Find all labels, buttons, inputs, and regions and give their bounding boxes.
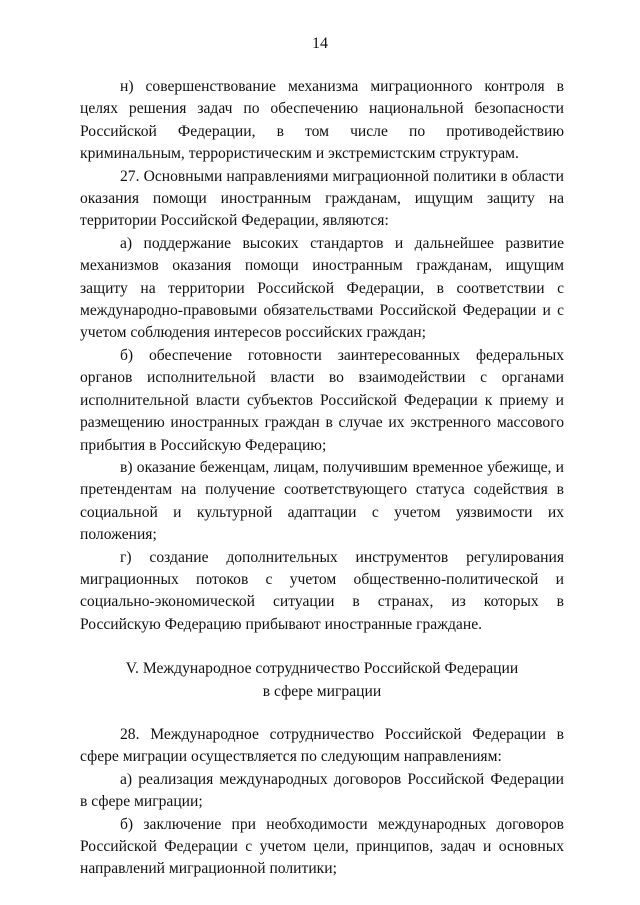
paragraph-28-item-a: а) реализация международных договоров Российской Федерации в сфере миграции; <box>80 770 564 811</box>
paragraph-item-n: н) совершенствование механизма миграционного контроля в целях решения задач по обеспечению национальной безопасности Российской Федерации, в том числе по противодействию криминальным, террористическим и экстремистским структурам. <box>80 78 564 163</box>
paragraph-item-v: в) оказание беженцам, лицам, получившим временное убежище, и претендентам на получение соответствующего статуса содействия в социальной и культурной адаптации с учетом уязвимости их положения; <box>80 458 564 544</box>
paragraph-27: 27. Основными направлениями миграционной политики в области оказания помощи иностранным гражданам, ищущим защиту на территории Российской Федерации, являются: <box>80 167 564 230</box>
page-number: 14 <box>312 35 328 52</box>
paragraph-item-g: г) создание дополнительных инструментов регулирования миграционных потоков с учетом общественно-политической и социально-экономической ситуации в странах, из которых в Российскую Федерацию прибывают иностранные граждане. <box>80 548 564 633</box>
paragraph-item-b: б) обеспечение готовности заинтересованных федеральных органов исполнительной власти во взаимодействии с органами исполнительной власти субъектов Российской Федерации к приему и размещению иностранных граждан в случае их экстренного массового прибытия в Российскую Федерацию; <box>80 346 564 454</box>
section-heading-line-2: в сфере миграции <box>262 682 382 700</box>
paragraph-28-item-b: б) заключение при необходимости международных договоров Российской Федерации с учетом цели, принципов, задач и основных направлений миграционной политики; <box>80 815 564 878</box>
paragraph-28: 28. Международное сотрудничество Российской Федерации в сфере миграции осуществляется по следующим направлениям: <box>80 725 564 766</box>
document-body <box>80 76 564 881</box>
paragraph-item-a: а) поддержание высоких стандартов и дальнейшее развитие механизмов оказания помощи иностранным гражданам, ищущим защиту на территории Российской Федерации, в соответствии с международно-правовыми обязательствами Российской Федерации и с учетом соблюдения интересов российских граждан; <box>80 234 564 342</box>
section-heading-line-1: V. Международное сотрудничество Российской Федерации <box>125 660 519 678</box>
section-heading <box>80 658 564 703</box>
